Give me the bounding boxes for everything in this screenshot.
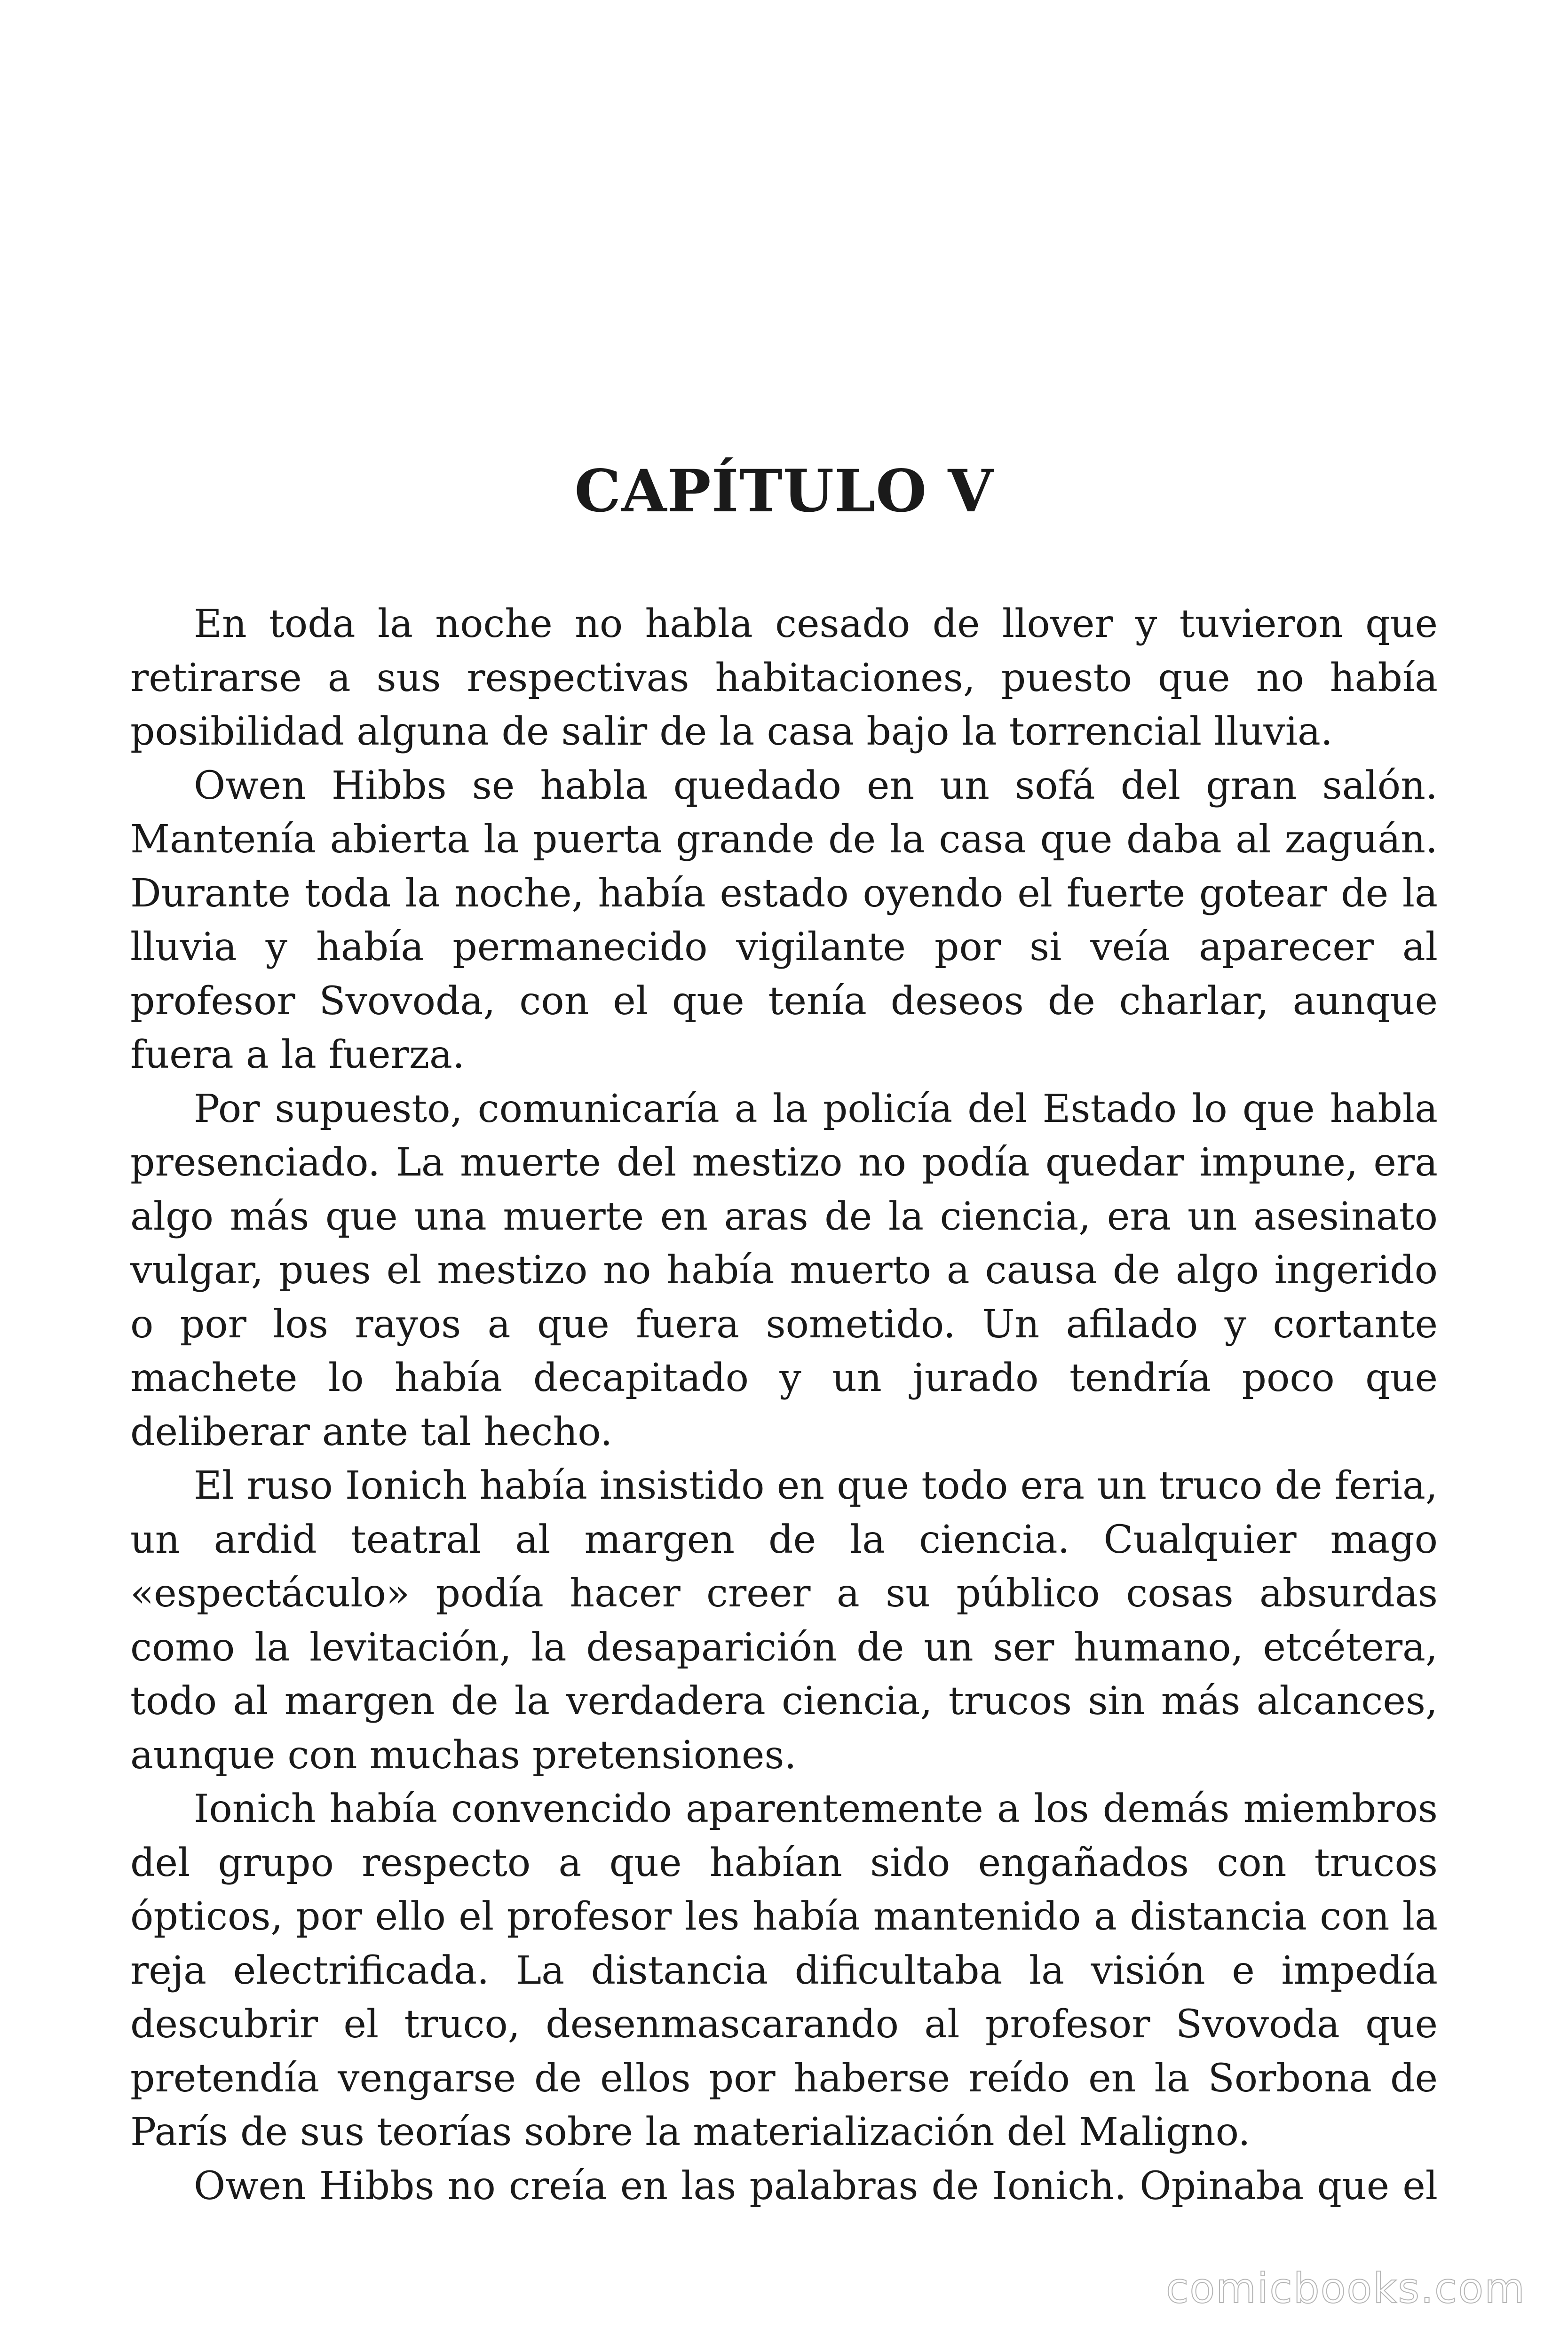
paragraph-last: Owen Hibbs no creía en las palabras de Ionich. Opinaba que el bbox=[194, 2163, 1438, 2209]
watermark: comicbooks.com bbox=[1165, 2264, 1526, 2312]
chapter-body bbox=[130, 597, 1438, 2213]
chapter-title: CAPÍTULO V bbox=[574, 457, 994, 525]
paragraph: El ruso Ionich había insistido en que todo era un truco de feria, un ardid teatral al margen de la ciencia. Cualquier mago «espectáculo» podía hacer creer a su público cosas absurdas como la levitación, la desaparición de un ser humano, etcétera, todo al margen de la verdadera ciencia, trucos sin más alcances, aunque con muchas pretensiones. bbox=[130, 1463, 1438, 1778]
paragraph: Owen Hibbs se habla quedado en un sofá del gran salón. Mantenía abierta la puerta grande de la casa que daba al zaguán. Durante toda la noche, había estado oyendo el fuerte gotear de la lluvia y había permanecido vigilante por si veía aparecer al profesor Svovoda, con el que tenía deseos de charlar, aunque fuera a la fuerza. bbox=[130, 763, 1438, 1077]
paragraph: En toda la noche no habla cesado de llover y tuvieron que retirarse a sus respectivas habitaciones, puesto que no había posibilidad alguna de salir de la casa bajo la torrencial lluvia. bbox=[130, 602, 1438, 754]
paragraph: Ionich había convencido aparentemente a los demás miembros del grupo respecto a que habían sido engañados con trucos ópticos, por ello el profesor les había mantenido a distancia con la reja electrificada. La distancia dificultaba la visión e impedía descubrir el truco, desenmascarando al profesor Svovoda que pretendía vengarse de ellos por haberse reído en la Sorbona de París de sus teorías sobre la materialización del Maligno. bbox=[130, 1787, 1438, 2154]
paragraph: Por supuesto, comunicaría a la policía del Estado lo que habla presenciado. La muerte del mestizo no podía quedar impune, era algo más que una muerte en aras de la ciencia, era un asesinato vulgar, pues el mestizo no había muerto a causa de algo ingerido o por los rayos a que fuera sometido. Un afilado y cortante machete lo había decapitado y un jurado tendría poco que deliberar ante tal hecho. bbox=[130, 1086, 1438, 1454]
